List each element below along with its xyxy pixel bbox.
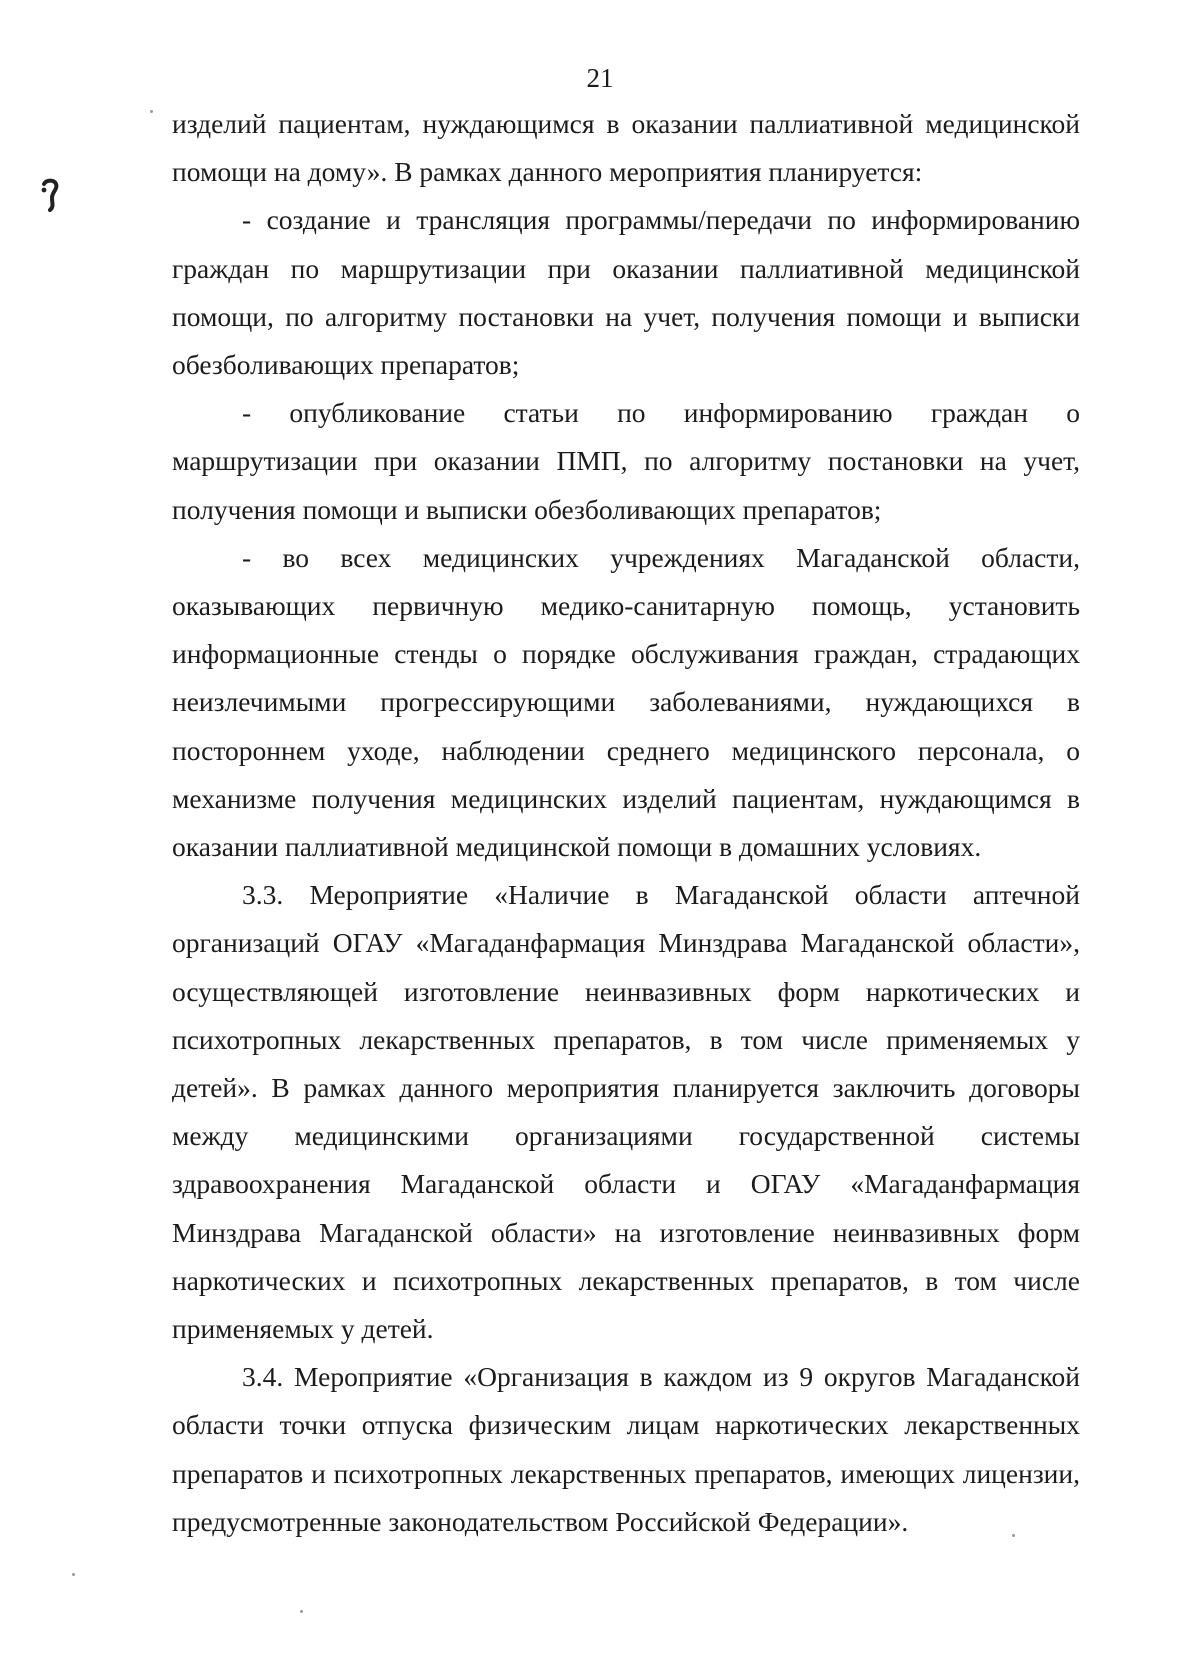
paragraph-section-3-3: 3.3. Мероприятие «Наличие в Магаданской области аптечной организаций ОГАУ «Магаданфармация Минздрава Магаданской области», осуществляющей изготовление неинвазивных форм наркотических и психотропных лекарственных препаратов, в том числе применяемых у детей». В рамках данного мероприятия планируется заключить договоры между медицинскими организациями государственной системы здравоохранения Магаданской области и ОГАУ «Магаданфармация Минздрава Магаданской области» на изготовление неинвазивных форм наркотических и психотропных лекарственных препаратов, в том числе применяемых у детей. (172, 879, 1080, 1345)
scan-speck (150, 110, 153, 113)
paragraph-bullet-broadcast: - создание и трансляция программы/передачи по информированию граждан по маршрутизации при оказании паллиативной медицинской помощи, по алгоритму постановки на учет, получения помощи и выписки обезболивающих препаратов; (172, 204, 1080, 381)
paragraph-continuation: изделий пациентам, нуждающимся в оказании паллиативной медицинской помощи на дому». В рамках данного мероприятия планируется: (172, 108, 1080, 188)
body-text (172, 100, 1080, 1546)
paragraph-bullet-info-stands: - во всех медицинских учреждениях Магаданской области, оказывающих первичную медико-санитарную помощь, установить информационные стенды о порядке обслуживания граждан, страдающих неизлечимыми прогрессирующими заболеваниями, нуждающихся в постороннем уходе, наблюдении среднего медицинского персонала, о механизме получения медицинских изделий пациентам, нуждающимся в оказании паллиативной медицинской помощи в домашних условиях. (172, 541, 1080, 863)
paragraph-section-3-4: 3.4. Мероприятие «Организация в каждом из 9 округов Магаданской области точки отпуска физическим лицам наркотических лекарственных препаратов и психотропных лекарственных препаратов, имеющих лицензии, предусмотренные законодательством Российской Федерации». (172, 1361, 1080, 1537)
scan-speck (300, 1610, 303, 1613)
scan-speck (72, 1573, 75, 1576)
scan-artifact-mark (40, 178, 62, 212)
page-number: 21 (586, 63, 614, 93)
paragraph-bullet-article: - опубликование статьи по информированию граждан о маршрутизации при оказании ПМП, по алгоритму постановки на учет, получения помощи и выписки обезболивающих препаратов; (172, 397, 1080, 525)
